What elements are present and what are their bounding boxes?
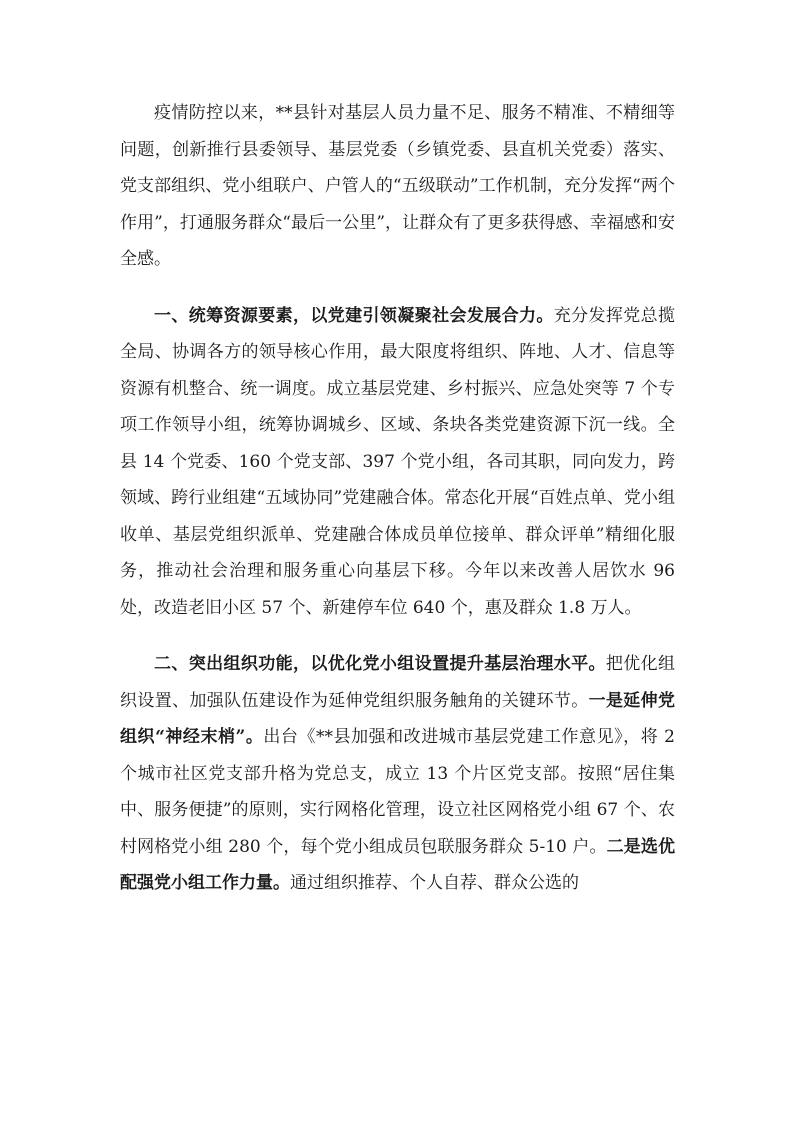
section-2-subheading-2: 二是选优配强党小组工作力量。 xyxy=(120,836,675,893)
section-2-text-3: 通过组织推荐、个人自荐、群众公选的 xyxy=(290,873,579,893)
document-page xyxy=(120,95,675,922)
intro-text: 疫情防控以来，**县针对基层人员力量不足、服务不精准、不精细等问题，创新推行县委领导、基层党委（乡镇党委、县直机关党委）落实、党支部组织、党小组联户、户管人的“五级联动”工作机制，充分发挥“两个作用”，打通服务群众“最后一公里”，让群众有了更多获得感、幸福感和安全感。 xyxy=(120,103,675,269)
section-2-text-2: 出台《**县加强和改进城市基层党建工作意见》，将 2 个城市社区党支部升格为党总支，成立 13 个片区党支部。按照“居住集中、服务便捷”的原则，实行网格化管理，设立社区网格党小组 67 个、农村网格党小组 280 个，每个党小组成员包联服务群众 5-10 户。 xyxy=(120,727,675,857)
section-2-heading: 二、突出组织功能，以优化党小组设置提升基层治理水平。 xyxy=(154,654,606,674)
section-2-paragraph xyxy=(120,646,675,902)
section-1-text: 充分发挥党总揽全局、协调各方的领导核心作用，最大限度将组织、阵地、人才、信息等资源有机整合、统一调度。成立基层党建、乡村振兴、应急处突等 7 个专项工作领导小组，统筹协调城乡、区域、条块各类党建资源下沉一线。全县 14 个党委、160 个党支部、397 个党小组，各司其职，同向发力，跨领域、跨行业组建“五域协同”党建融合体。常态化开展“百姓点单、党小组收单、基层党组织派单、党建融合体成员单位接单、群众评单”精细化服务，推动社会治理和服务重心向基层下移。今年以来改善人居饮水 96 处，改造老旧小区 57 个、新建停车位 640 个，惠及群众 1.8 万人。 xyxy=(120,305,676,618)
section-1-paragraph xyxy=(120,298,675,627)
section-2-text-1: 把优化组织设置、加强队伍建设作为延伸党组织服务触角的关键环节。 xyxy=(120,654,676,711)
section-2-subheading-1: 一是延伸党组织“神经末梢”。 xyxy=(120,690,676,747)
section-1-heading: 一、统筹资源要素，以党建引领凝聚社会发展合力。 xyxy=(154,305,554,326)
intro-paragraph xyxy=(120,95,675,278)
